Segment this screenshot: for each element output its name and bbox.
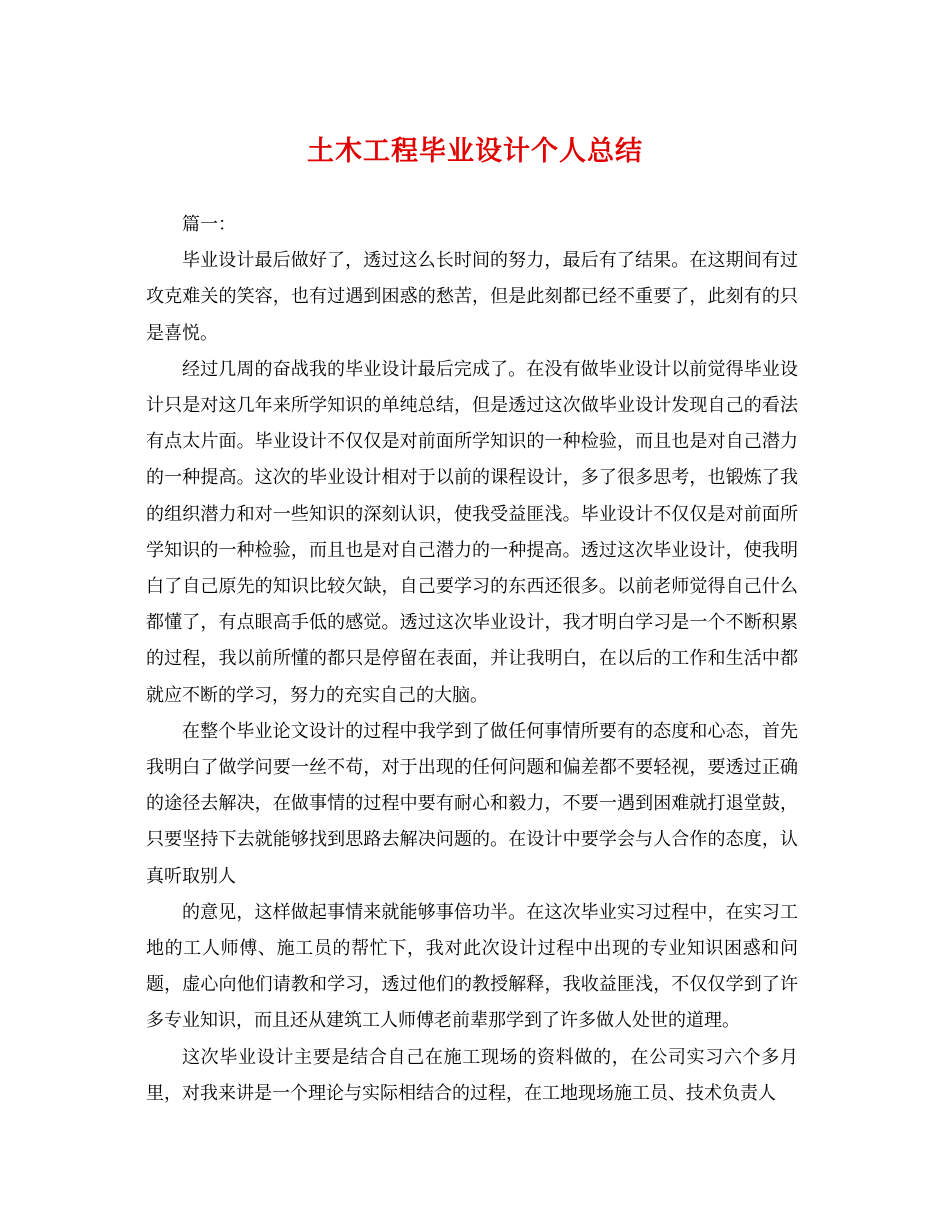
document-body <box>146 207 798 1112</box>
paragraph: 在整个毕业论文设计的过程中我学到了做任何事情所要有的态度和心态，首先我明白了做学问要一丝不苟，对于出现的任何问题和偏差都不要轻视，要透过正确的途径去解决，在做事情的过程中要有耐心和毅力，不要一遇到困难就打退堂鼓，只要坚持下去就能够找到思路去解决问题的。在设计中要学会与人合作的态度，认真听取别人 <box>146 720 798 887</box>
paragraph: 这次毕业设计主要是结合自己在施工现场的资料做的，在公司实习六个多月里，对我来讲是一个理论与实际相结合的过程，在工地现场施工员、技术负责人 <box>146 1046 798 1104</box>
paragraph: 的意见，这样做起事情来就能够事倍功半。在这次毕业实习过程中，在实习工地的工人师傅、施工员的帮忙下，我对此次设计过程中出现的专业知识困惑和问题，虚心向他们请教和学习，透过他们的教授解释，我收益匪浅，不仅仅学到了许多专业知识，而且还从建筑工人师傅老前辈那学到了许多做人处世的道理。 <box>146 901 798 1032</box>
document-title: 土木工程毕业设计个人总结 <box>307 136 643 167</box>
paragraph: 经过几周的奋战我的毕业设计最后完成了。在没有做毕业设计以前觉得毕业设计只是对这几年来所学知识的单纯总结，但是透过这次做毕业设计发现自己的看法有点太片面。毕业设计不仅仅是对前面所学知识的一种检验，而且也是对自己潜力的一种提高。这次的毕业设计相对于以前的课程设计，多了很多思考，也锻炼了我的组织潜力和对一些知识的深刻认识，使我受益匪浅。毕业设计不仅仅是对前面所学知识的一种检验，而且也是对自己潜力的一种提高。透过这次毕业设计，使我明白了自己原先的知识比较欠缺，自己要学习的东西还很多。以前老师觉得自己什么都懂了，有点眼高手低的感觉。透过这次毕业设计，我才明白学习是一个不断积累的过程，我以前所懂的都只是停留在表面，并让我明白，在以后的工作和生活中都就应不断的学习，努力的充实自己的大脑。 <box>146 358 798 706</box>
paragraph-heading: 篇一： <box>182 214 236 235</box>
paragraph: 毕业设计最后做好了，透过这么长时间的努力，最后有了结果。在这期间有过攻克难关的笑容，也有过遇到困惑的愁苦，但是此刻都已经不重要了，此刻有的只是喜悦。 <box>146 250 798 344</box>
